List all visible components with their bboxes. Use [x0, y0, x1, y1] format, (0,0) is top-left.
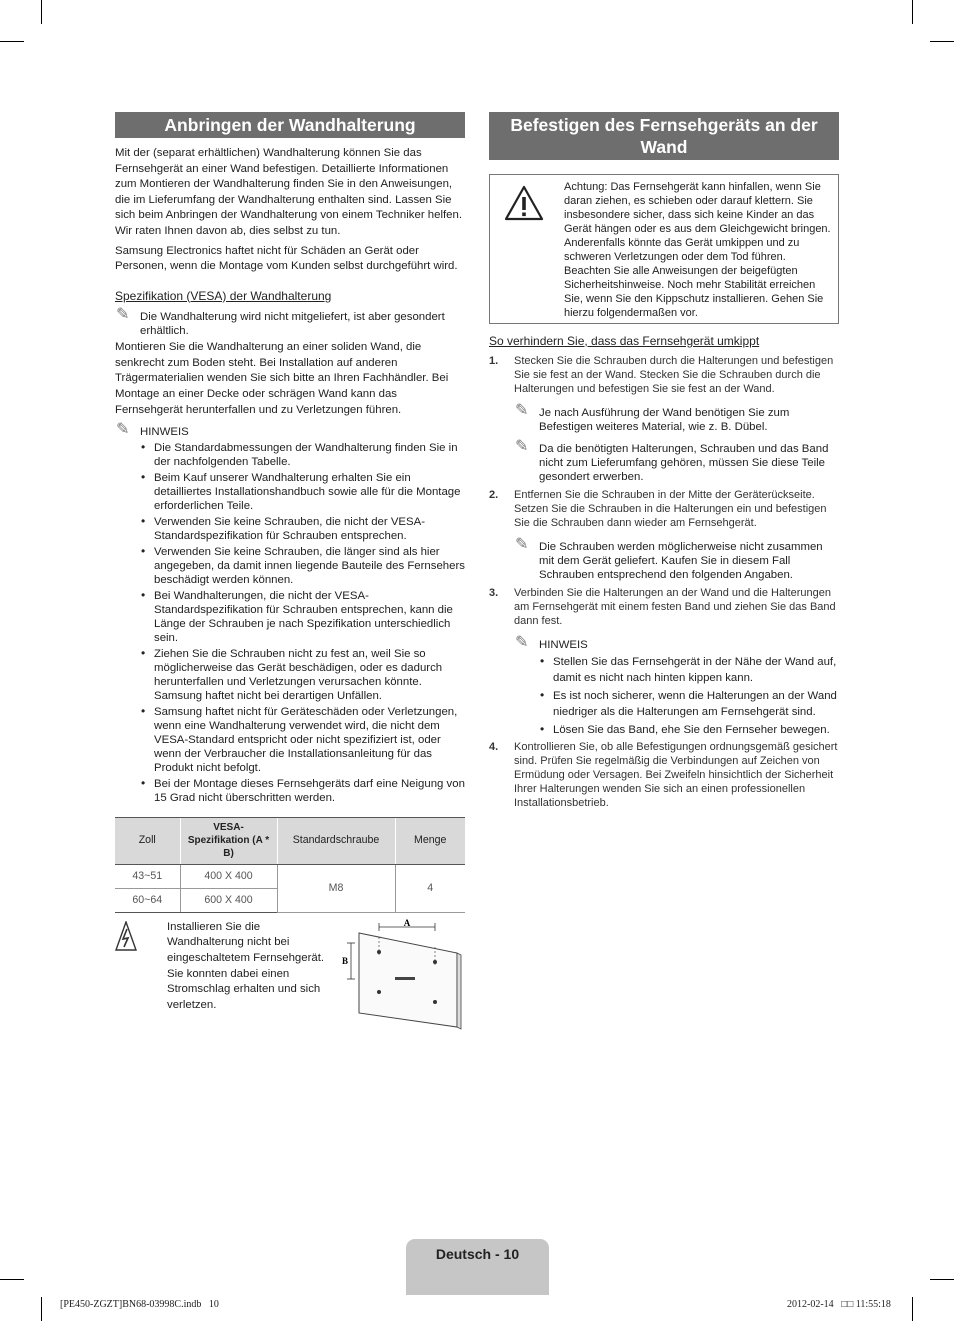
note-not-supplied	[115, 303, 465, 338]
page-number: 10	[503, 1246, 520, 1262]
list-item: • Beim Kauf unserer Wandhalterung erhalten Sie ein detailliertes Installationshandbuch sowie alle für die Montage erforderlichen Teile.	[139, 471, 465, 513]
caution-text	[564, 180, 832, 320]
step-1	[489, 354, 839, 396]
list-item: • Es ist noch sicherer, wenn die Halterungen an der Wand niedriger als die Halterungen am Fernsehgerät sind.	[538, 688, 839, 720]
electric-shock-icon	[115, 921, 137, 951]
hinweis-list	[139, 441, 465, 805]
steps-list	[489, 354, 839, 810]
step-3	[489, 586, 839, 628]
list-item: • Samsung haftet nicht für Geräteschäden oder Verletzungen, wenn eine Wandhalterung verwendet wird, die nicht dem VESA-Standard entspricht oder nicht spezifiziert ist, oder wenn der Verbraucher die Installationsanleitung für das Produkt nicht befolgt.	[139, 705, 465, 775]
crop-mark	[912, 0, 913, 24]
step-text: Kontrollieren Sie, ob alle Befestigungen ordnungsgemäß gesichert sind. Prüfen Sie regelmäßig die Verbindungen auf Zeichen von Ermüdung oder Versagen. Bei Zweifeln hinsichtlich der Sicherheit Ihrer Halterungen wenden Sie sich an einen professionellen Installationsbetrieb.	[514, 741, 838, 809]
list-item: • Bei Wandhalterungen, die nicht der VESA-Standardspezifikation für Schrauben entsprechen, kann die Länge der Schrauben je nach Spezifikation unterschiedlich sein.	[139, 589, 465, 645]
step-2	[489, 488, 839, 530]
dimension-label-a: A	[403, 917, 411, 928]
step-number: 4.	[489, 741, 499, 753]
shock-warning-text: Installieren Sie die Wandhalterung nicht bei eingeschaltetem Fernsehgerät. Sie konnten dabei einen Stromschlag erhalten und sich verletzen.	[167, 920, 325, 1011]
step2-note	[514, 534, 839, 582]
list-item: • Verwenden Sie keine Schrauben, die nicht der VESA-Standardspezifikation für Schrauben entsprechen.	[139, 515, 465, 543]
list-item: • Verwenden Sie keine Schrauben, die länger sind als hier angegeben, da damit innen liegende Bauteile des Fernsehers beschädigt werden können.	[139, 545, 465, 587]
cell-zoll: 60~64	[115, 888, 180, 912]
cell-zoll: 43~51	[115, 864, 180, 888]
step3-bullets	[538, 654, 839, 738]
pencil-icon: ✎	[515, 534, 529, 553]
section-title-wall-mount: Anbringen der Wandhalterung	[115, 112, 465, 138]
pencil-icon: ✎	[116, 303, 130, 323]
step1-note-1	[514, 400, 839, 434]
list-item: • Lösen Sie das Band, ehe Sie den Fernseher bewegen.	[538, 722, 839, 738]
step-text: Entfernen Sie die Schrauben in der Mitte der Geräterückseite. Setzen Sie die Schrauben in die Halterungen ein und befestigen Sie die Schrauben dann wieder am Fernsehgerät.	[514, 489, 827, 529]
list-item: • Die Standardabmessungen der Wandhalterung finden Sie in der nachfolgenden Tabelle.	[139, 441, 465, 469]
list-item: • Stellen Sie das Fernsehgerät in der Nähe der Wand auf, damit es nicht nach hinten kippen kann.	[538, 654, 839, 686]
step-number: 2.	[489, 489, 499, 501]
th-vesa: VESA-Spezifikation (A * B)	[180, 817, 277, 864]
cell-vesa: 600 X 400	[180, 888, 277, 912]
shock-warning-block	[115, 917, 465, 1033]
pencil-icon: ✎	[515, 400, 529, 419]
step3-hinweis	[514, 632, 839, 652]
crop-mark	[912, 1297, 913, 1321]
right-column	[489, 112, 839, 810]
cell-qty: 4	[395, 864, 465, 912]
list-item: • Bei der Montage dieses Fernsehgeräts darf eine Neigung von 15 Grad nicht überschritten werden.	[139, 777, 465, 805]
vesa-table	[115, 817, 465, 913]
language-label: Deutsch -	[435, 1246, 504, 1262]
crop-mark	[930, 1279, 954, 1280]
step1-note-2	[514, 436, 839, 484]
table-header-row	[115, 817, 465, 864]
note-text: Da die benötigten Halterungen, Schrauben und das Band nicht zum Lieferumfang gehören, müssen Sie diese Teile gesondert erwerben.	[539, 443, 829, 483]
note-text: Die Schrauben werden möglicherweise nicht zusammen mit dem Gerät geliefert. Kaufen Sie in diesem Fall Schrauben entsprechend den folgenden Angaben.	[539, 541, 823, 581]
th-qty: Menge	[395, 817, 465, 864]
caution-box	[489, 174, 839, 324]
table-row	[115, 864, 465, 888]
note-text: Je nach Ausführung der Wand benötigen Sie zum Befestigen weiteres Material, wie z. B. Dübel.	[539, 407, 790, 433]
note-text: Die Wandhalterung wird nicht mitgeliefert, ist aber gesondert erhältlich.	[140, 310, 445, 337]
footer-timestamp: 2012-02-14 □□ 11:55:18	[787, 1299, 891, 1310]
page-number-tab	[406, 1239, 549, 1295]
th-screw: Standardschraube	[277, 817, 395, 864]
tv-back-diagram	[339, 917, 465, 1033]
crop-mark	[930, 41, 954, 42]
step-number: 1.	[489, 355, 499, 367]
pencil-icon: ✎	[515, 436, 529, 455]
vesa-heading: Spezifikation (VESA) der Wandhalterung	[115, 288, 332, 303]
steps-heading: So verhindern Sie, dass das Fernsehgerät umkippt	[489, 334, 760, 348]
cell-vesa: 400 X 400	[180, 864, 277, 888]
list-item: • Ziehen Sie die Schrauben nicht zu fest an, weil Sie so möglicherweise das Gerät beschädigen, oder es dadurch herunterfallen und Verletzungen verursachen könnte. Samsung haftet nicht bei derartigen Unfällen.	[139, 647, 465, 703]
caution-label: Achtung	[564, 181, 605, 193]
crop-mark	[0, 1279, 24, 1280]
crop-mark	[41, 0, 42, 24]
th-zoll: Zoll	[115, 817, 180, 864]
warning-triangle-icon	[504, 185, 544, 221]
dimension-label-b: B	[341, 955, 349, 966]
cell-screw: M8	[277, 864, 395, 912]
liability-paragraph: Samsung Electronics haftet nicht für Schäden an Gerät oder Personen, wenn die Montage vom Kunden selbst durchgeführt wird.	[115, 244, 458, 273]
step-text: Stecken Sie die Schrauben durch die Halterungen und befestigen Sie sie fest an der Wand. Stecken Sie die Schrauben durch die Halterungen und befestigen Sie sie fest an der Wand.	[514, 355, 834, 395]
hinweis-note	[115, 418, 465, 439]
crop-mark	[0, 41, 24, 42]
intro-paragraph: Mit der (separat erhältlichen) Wandhalterung können Sie das Fernsehgerät an einer Wand befestigen. Detaillierte Informationen zum Montieren der Wandhalterung finden Sie in den Anweisungen, die im Lieferumfang der Wandhalterung enthalten sind. Lassen Sie sich beim Anbringen der Wandhalterung von einem Techniker helfen. Wir raten Ihnen davon ab, dies selbst zu tun.	[115, 147, 462, 237]
pencil-icon: ✎	[515, 632, 529, 651]
caution-body: : Das Fernsehgerät kann hinfallen, wenn Sie daran ziehen, es schieben oder darauf klettern. Sie insbesondere sicher, dass sich keine Kinder an das Gerät hängen oder es aus dem Gleichgewicht bringen. Anderenfalls könnte das Gerät umkippen und zu schweren Verletzungen oder dem Tod führen. Beachten Sie alle Anweisungen der beigefügten Sicherheitshinweise. Noch mehr Stabilität erreichen Sie, wenn Sie den Kippschutz installieren. Gehen Sie hierzu folgendermaßen vor.	[564, 181, 831, 319]
mount-paragraph: Montieren Sie die Wandhalterung an einer soliden Wand, die senkrecht zum Boden steht. Bei Installation auf anderen Trägermaterialien wenden Sie sich bitte an Ihren Fachhändler. Bei Montage an einer Decke oder schrägen Wand kann das Fernsehgerät herunterfallen und zu Verletzungen führen.	[115, 340, 449, 416]
step-text: Verbinden Sie die Halterungen an der Wand und die Halterungen am Fernsehgerät mit einem festen Band und ziehen Sie das Band dann fest.	[514, 587, 836, 627]
pencil-icon: ✎	[116, 418, 130, 438]
step-4	[489, 740, 839, 810]
hinweis-label: HINWEIS	[539, 639, 588, 651]
footer-file-info: [PE450-ZGZT]BN68-03998C.indb 10	[60, 1299, 219, 1310]
section-title-secure-tv: Befestigen des Fernsehgeräts an der Wand	[489, 112, 839, 160]
crop-mark	[41, 1297, 42, 1321]
step-number: 3.	[489, 587, 499, 599]
hinweis-label: HINWEIS	[140, 425, 189, 438]
left-column	[115, 112, 465, 1033]
